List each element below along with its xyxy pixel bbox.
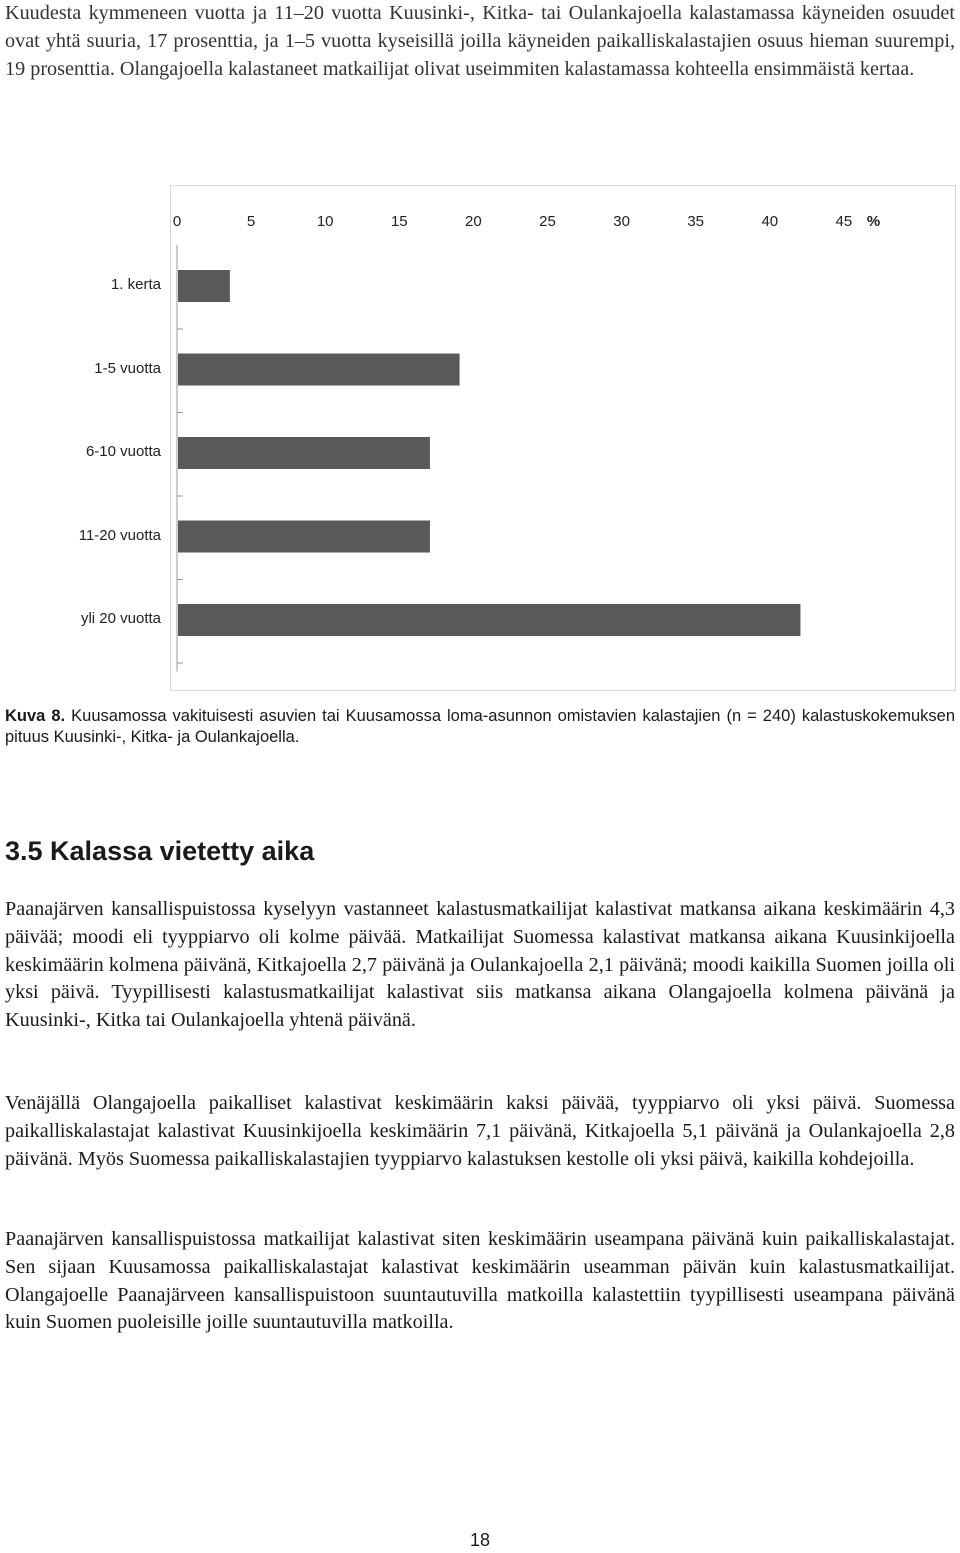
x-tick-label: 20 [465,213,482,230]
bar-chart-frame [78,185,956,691]
figure-caption [5,706,955,748]
page-number: 18 [469,1530,491,1550]
caption-text: Kuusamossa vakituisesti asuvien tai Kuusamossa loma-asunnon omistavien kalastajien (n = 240) kalastuskokemuksen pituus Kuusinki-, Kitka- ja Oulankajoella. [5,707,956,746]
category-label: 11-20 vuotta [78,526,161,544]
x-tick-label: 10 [316,213,334,230]
paragraph-comparison: Paanajärven kansallispuistossa matkailijat kalastivat siten keskimäärin useampana päivänä kuin paikalliskalastajat. Sen sijaan Kuusamossa paikalliskalastajat kalastivat keskimäärin useamman päivän kuin kalastusmatkailijat. Olangajoelle Paanajärveen kansallispuistoon suuntautuvilla matkoilla kalastettiin tyypillisesti useampana päivänä kuin Suomen puoleisille joille suuntautuvilla matkoilla. [5,1228,955,1334]
bar [178,604,800,636]
x-tick-label: 30 [613,213,630,230]
paragraph-fishing-days: Paanajärven kansallispuistossa kyselyyn vastanneet kalastusmatkailijat kalastivat matkansa aikana keskimäärin 4,3 päivää; moodi eli tyyppiarvo oli kolme päivää. Matkailijat Suomessa kalastivat matkansa aikana Kuusinkijoella keskimäärin kolmena päivänä, Kitkajoella 2,7 päivänä ja Oulankajoella 2,1 päivänä; moodi kaikilla Suomen joilla oli yksi päivä. Tyypillisesti kalastusmatkailijat kalastivat siis matkansa aikana Olangajoella kolmena päivänä ja Kuusinki-, Kitka tai Oulankajoella yhtenä päivänä. [5,898,955,1032]
x-tick-label: 35 [687,213,705,230]
category-label: 6-10 vuotta [85,443,161,460]
x-tick-label: 25 [539,213,556,230]
intro-paragraph: Kuudesta kymmeneen vuotta ja 11–20 vuotta Kuusinki-, Kitka- tai Oulankajoella kalastamassa käyneiden osuudet ovat yhtä suuria, 17 prosenttia, ja 1–5 vuotta kyseisillä joilla käyneiden paikalliskalastajien osuus hieman suurempi, 19 prosenttia. Olangajoella kalastaneet matkailijat olivat useimmiten kalastamassa kohteella ensimmäistä kertaa. [5,2,955,80]
bar [178,354,460,386]
bar [178,270,230,302]
section-heading: 3.5 Kalassa vietetty aika [5,836,315,866]
x-tick-label: 45 [835,213,853,230]
category-label: yli 20 vuotta [80,610,161,627]
bar [178,437,430,469]
x-unit-label: % [866,213,881,230]
x-tick-label: 0 [172,213,182,230]
x-tick-label: 40 [761,213,779,230]
x-tick-label: 5 [246,213,256,230]
experience-bar-chart [171,186,955,690]
category-label: 1. kerta [110,276,161,293]
category-label: 1-5 vuotta [94,359,161,377]
caption-label: Kuva 8. [5,707,66,725]
x-tick-label: 15 [390,213,408,230]
bar [178,521,430,553]
paragraph-locals: Venäjällä Olangajoella paikalliset kalastivat keskimäärin kaksi päivää, tyyppiarvo oli yksi päivä. Suomessa paikalliskalastajat kalastivat Kuusinkijoella keskimäärin 7,1 päivänä, Kitkajoella 5,1 päivänä ja Oulankajoella 2,8 päivänä. Myös Suomessa paikalliskalastajien tyyppiarvo kalastuksen kestolle oli yksi päivä, kaikilla kohdejoilla. [5,1092,955,1170]
